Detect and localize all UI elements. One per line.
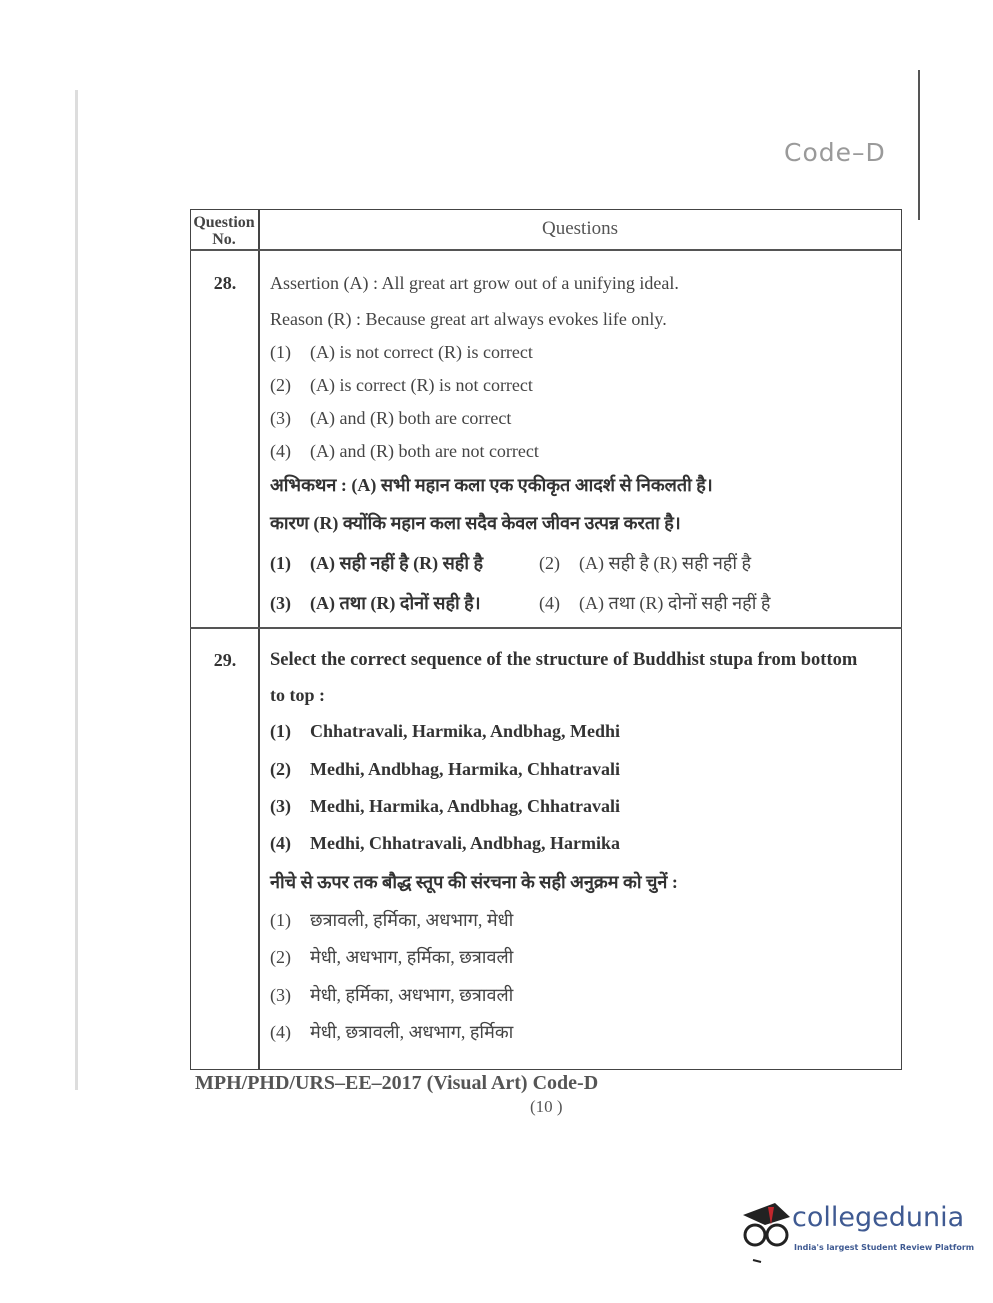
column-divider (258, 209, 260, 1070)
option-number: (4) (270, 1022, 291, 1042)
option (270, 833, 620, 854)
option-text: (A) तथा (R) दोनों सही है। (310, 593, 481, 613)
option-text: (A) and (R) both are correct (310, 408, 512, 428)
option-number: (2) (270, 375, 291, 395)
option (270, 796, 620, 817)
question-table (190, 209, 902, 1070)
option-text: (A) and (R) both are not correct (310, 441, 539, 461)
question-text-cont: to top : (270, 685, 325, 705)
paper-code: Code–D (784, 138, 886, 167)
row-divider (190, 627, 902, 629)
option-number: (1) (270, 721, 291, 741)
option (270, 342, 533, 363)
watermark-brand: collegedunia (792, 1202, 965, 1233)
option-text: (A) is not correct (R) is correct (310, 342, 533, 362)
option-number: (2) (270, 947, 291, 967)
option-number: (4) (270, 833, 291, 853)
option-number: (3) (270, 408, 291, 428)
hindi-option (270, 551, 483, 575)
option-text: Medhi, Chhatravali, Andbhag, Harmika (310, 833, 621, 853)
question-text: Select the correct sequence of the structure of Buddhist stupa from bottom (270, 650, 858, 670)
header-no-line1: Question (193, 214, 255, 231)
question-number: 28. (213, 273, 237, 293)
option (270, 408, 511, 429)
option (270, 375, 533, 396)
option-number: (1) (270, 553, 291, 573)
hindi-option (539, 551, 751, 575)
option (270, 721, 620, 742)
reason: Reason (R) : Because great art always evokes life only. (270, 309, 667, 329)
collegedunia-mascot-icon (735, 1195, 795, 1265)
header-no-line2: No. (212, 231, 236, 248)
exam-code-footer: MPH/PHD/URS–EE–2017 (Visual Art) Code-D (195, 1072, 599, 1094)
hindi-assertion: अभिकथन : (A) सभी महान कला एक एकीकृत आदर्श से निकलती है। (270, 475, 713, 495)
option-number: (3) (270, 985, 291, 1005)
option-number: (1) (270, 342, 291, 362)
option-text: मेधी, हर्मिका, अधभाग, छत्रावली (310, 985, 514, 1005)
hindi-option (270, 908, 513, 932)
option-text: मेधी, अधभाग, हर्मिका, छत्रावली (310, 947, 514, 967)
option-number: (3) (270, 796, 291, 816)
header-question-no (191, 214, 257, 248)
question-number: 29. (213, 650, 237, 670)
option-text: Medhi, Andbhag, Harmika, Chhatravali (310, 759, 621, 779)
hindi-option (539, 591, 770, 615)
scan-edge (75, 90, 78, 1090)
page-number: (10 ) (530, 1097, 563, 1116)
hindi-question: नीचे से ऊपर तक बौद्ध स्तूप की संरचना के सही अनुक्रम को चुनें : (270, 872, 678, 892)
option (270, 759, 620, 780)
option-number: (4) (270, 441, 291, 461)
header-questions: Questions (542, 218, 618, 239)
hindi-reason: कारण (R) क्योंकि महान कला सदैव केवल जीवन उत्पन्न करता है। (270, 513, 681, 533)
hindi-option (270, 983, 513, 1007)
option-number: (3) (270, 593, 291, 613)
option-number: (2) (270, 759, 291, 779)
hindi-option (270, 591, 481, 615)
option-text: (A) तथा (R) दोनों सही नहीं है (579, 593, 771, 613)
option-text: (A) सही है (R) सही नहीं है (579, 553, 752, 573)
option-text: Medhi, Harmika, Andbhag, Chhatravali (310, 796, 621, 816)
header-divider (190, 249, 902, 251)
hindi-option (270, 1020, 513, 1044)
assertion: Assertion (A) : All great art grow out of a unifying ideal. (270, 273, 679, 293)
watermark-tagline: India's largest Student Review Platform (794, 1243, 975, 1252)
option-number: (2) (539, 553, 560, 573)
hindi-option (270, 945, 513, 969)
page-edge-line (918, 70, 920, 220)
option-text: (A) सही नहीं है (R) सही है (310, 553, 484, 573)
option-text: मेधी, छत्रावली, अधभाग, हर्मिका (310, 1022, 514, 1042)
option-number: (4) (539, 593, 560, 613)
option-text: (A) is correct (R) is not correct (310, 375, 533, 395)
option-text: छत्रावली, हर्मिका, अधभाग, मेधी (310, 910, 514, 930)
option (270, 441, 539, 462)
option-number: (1) (270, 910, 291, 930)
option-text: Chhatravali, Harmika, Andbhag, Medhi (310, 721, 621, 741)
